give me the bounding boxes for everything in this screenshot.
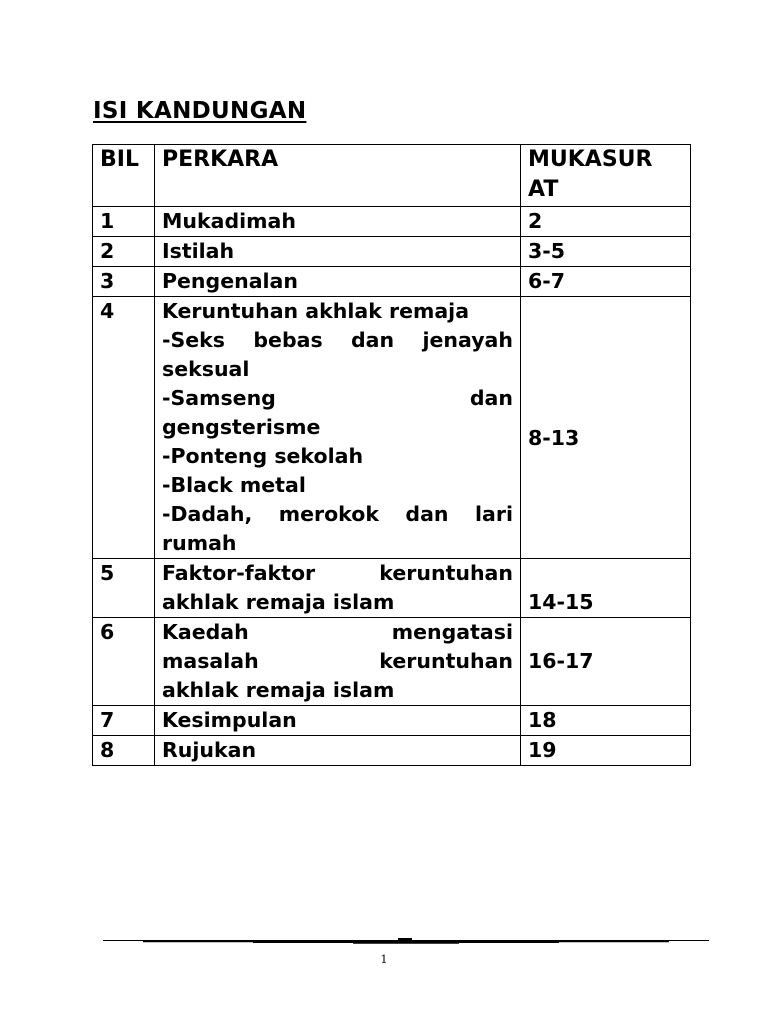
row-perkara-line: Keruntuhan akhlak remaja (162, 299, 470, 323)
header-mukasurat (521, 145, 691, 207)
table-header-row (93, 145, 691, 207)
page-title: ISI KANDUNGAN (93, 98, 307, 124)
row-perkara-line: -Seks bebas dan jenayah (162, 328, 513, 352)
row-pages: 6-7 (521, 267, 691, 297)
row-perkara: Mukadimah (155, 207, 521, 237)
table-row (93, 559, 691, 618)
row-pages: 19 (521, 736, 691, 766)
row-bil: 3 (93, 267, 155, 297)
table-row (93, 267, 691, 297)
row-pages: 14-15 (521, 559, 691, 618)
row-perkara (155, 297, 521, 559)
table-row (93, 618, 691, 706)
row-perkara-line: akhlak remaja islam (162, 678, 395, 702)
row-bil: 7 (93, 706, 155, 736)
table-row (93, 706, 691, 736)
header-perkara: PERKARA (155, 145, 521, 207)
row-perkara-line: Faktor-faktor keruntuhan (162, 561, 513, 585)
row-pages: 8-13 (521, 297, 691, 559)
row-bil: 5 (93, 559, 155, 618)
row-perkara-line: Kaedah mengatasi (162, 620, 513, 644)
table-row (93, 736, 691, 766)
footer-divider (103, 938, 709, 944)
row-perkara-line: -Dadah, merokok dan lari (162, 502, 513, 526)
contents-table (92, 144, 691, 766)
header-bil: BIL (93, 145, 155, 207)
row-bil: 4 (93, 297, 155, 559)
row-perkara: Pengenalan (155, 267, 521, 297)
row-bil: 6 (93, 618, 155, 706)
row-perkara-line: -Black metal (162, 473, 306, 497)
page-number: 1 (380, 953, 388, 966)
row-pages: 2 (521, 207, 691, 237)
row-perkara-line: rumah (162, 531, 237, 555)
table-row (93, 237, 691, 267)
row-pages: 18 (521, 706, 691, 736)
row-perkara: Rujukan (155, 736, 521, 766)
row-bil: 2 (93, 237, 155, 267)
row-perkara-line: akhlak remaja islam (162, 590, 395, 614)
row-perkara-line: -Ponteng sekolah (162, 444, 364, 468)
row-perkara-line: masalah keruntuhan (162, 649, 513, 673)
header-mukasurat-line1: MUKASUR (528, 147, 653, 172)
table-row (93, 207, 691, 237)
row-bil: 8 (93, 736, 155, 766)
row-bil: 1 (93, 207, 155, 237)
row-perkara: Istilah (155, 237, 521, 267)
row-perkara-line: seksual (162, 357, 250, 381)
row-pages: 16-17 (521, 618, 691, 706)
header-mukasurat-line2: AT (528, 177, 559, 202)
table-row (93, 297, 691, 559)
row-perkara: Kesimpulan (155, 706, 521, 736)
row-perkara-line: -Samseng dan (162, 386, 513, 410)
row-perkara (155, 559, 521, 618)
row-perkara-line: gengsterisme (162, 415, 321, 439)
row-perkara (155, 618, 521, 706)
row-pages: 3-5 (521, 237, 691, 267)
